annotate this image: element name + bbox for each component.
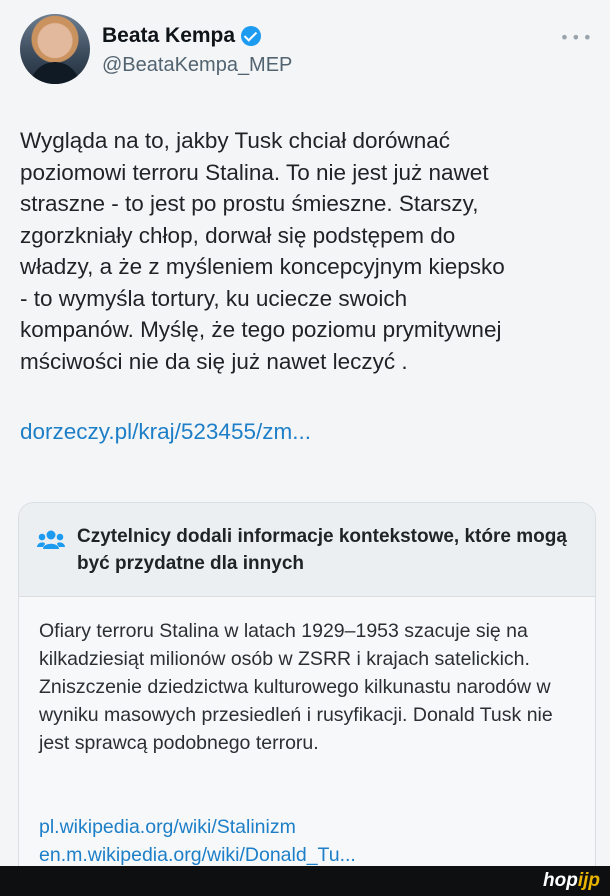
author-name-row[interactable]: [102, 24, 261, 48]
avatar-body: [30, 62, 80, 84]
tweet-link[interactable]: dorzeczy.pl/kraj/523455/zm...: [20, 419, 311, 444]
tweet-header: [20, 14, 600, 88]
author-handle[interactable]: @BeataKempa_MEP: [102, 54, 293, 76]
watermark-accent: ijp: [577, 870, 600, 891]
community-note-body: Ofiary terroru Stalina w latach 1929–1953 szacuje się na kilkadziesiąt milionów osób w ZSRR i krajach satelickich. Zniszczenie dziedzictwa kulturowego kilkunastu narodów w wyniku masowych przesiedleń i rusyfikacji. Donald Tusk nie jest sprawcą podobnego terroru.: [39, 620, 553, 754]
author-name[interactable]: Beata Kempa: [102, 24, 236, 47]
more-dots-icon[interactable]: •••: [559, 28, 594, 47]
bottom-bar: [0, 866, 610, 896]
note-link-stalinizm[interactable]: pl.wikipedia.org/wiki/Stalinizm: [39, 816, 296, 838]
community-note-header: [19, 503, 595, 597]
tweet-text: Wygląda na to, jakby Tusk chciał dorównać poziomowi terroru Stalina. To nie jest już nawet straszne - to jest po prostu śmieszne. Starszy, zgorzkniały chłop, dorwał się podstępem do władzy, a że z myśleniem koncepcyjnym kiepsko - to wymyśla tortury, ku uciecze swoich kompanów. Myślę, że tego poziomu prymitywnej mściwości nie da się już nawet leczyć .: [20, 128, 505, 374]
verified-badge-icon: [241, 26, 261, 46]
community-note-links: [39, 813, 579, 869]
watermark-main: hop: [543, 870, 578, 891]
people-icon: [37, 529, 65, 551]
community-note-title: Czytelnicy dodali informacje kontekstowe, które mogą być przydatne dla innych: [77, 526, 567, 574]
community-note: [18, 502, 596, 892]
note-link-donald-tusk[interactable]: en.m.wikipedia.org/wiki/Donald_Tu...: [39, 844, 356, 866]
watermark-logo: [543, 870, 600, 892]
avatar[interactable]: [20, 14, 90, 84]
